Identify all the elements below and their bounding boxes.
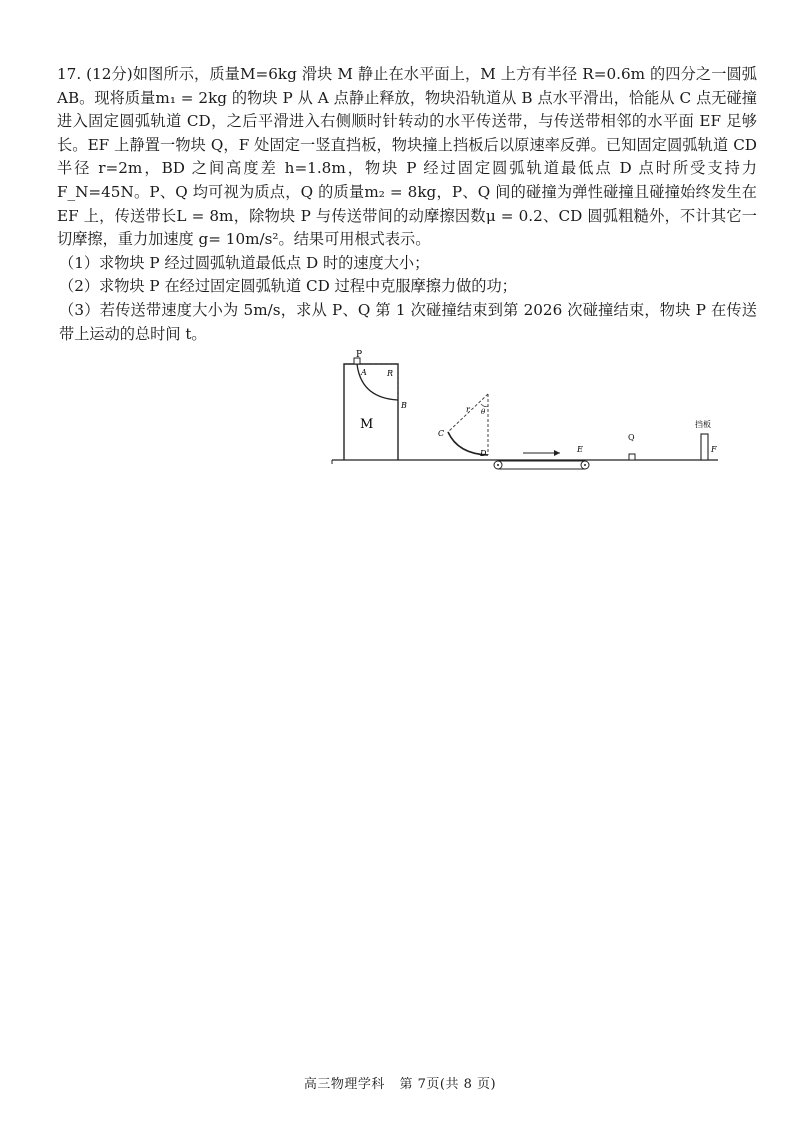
label-d: D [480, 449, 487, 458]
label-r-big: R [387, 369, 394, 378]
belt-wheel-right-axle [584, 464, 586, 466]
problem-stem: 17. (12分)如图所示，质量M=6kg 滑块 M 静止在水平面上，M 上方有半径 R=0.6m 的四分之一圆弧AB。现将质量m₁ = 2kg 的物块 P 从 A 点静止释放，物块沿轨道从 B 点水平滑出，恰能从 C 点无碰撞进入固定圆弧轨道 CD，之后平滑进入右侧顺时针转动的水平传送带，与传送带相邻的水平面 EF 足够长。EF 上静置一物块 Q，F 处固定一竖直挡板，物块撞上挡板后以原速率反弹。已知固定圆弧轨道 CD 半径 r=2m，BD 之间高度差 h=1.8m，物块 P 经过固定圆弧轨道最低点 D 点时所受支持力 F_N=45N。P、Q 均可视为质点，Q 的质量m₂ = 8kg，P、Q 间的碰撞为弹性碰撞且碰撞始终发生在 EF 上，传送带长L = 8m，除物块 P 与传送带间的动摩擦因数μ = 0.2、CD 圆弧粗糙外，不计其它一切摩擦，重力加速度 g= 10m/s²。结果可用根式表示。 [57, 65, 757, 249]
label-q: Q [628, 433, 635, 442]
question-1: （1）求物块 P 经过圆弧轨道最低点 D 时的速度大小； [59, 253, 430, 272]
label-r-small: r [466, 405, 470, 414]
label-f: F [711, 445, 717, 454]
belt-wheel-left-axle [497, 464, 499, 466]
question-2: （2）求物块 P 在经过固定圆弧轨道 CD 过程中克服摩擦力做的功； [59, 277, 517, 296]
footer-subject: 高三物理学科 [303, 1077, 385, 1092]
label-c: C [438, 429, 445, 438]
question-3: （3）若传送带速度大小为 5m/s，求从 P、Q 第 1 次碰撞结束到第 2026 次碰撞结束，物块 P 在传送带上运动的总时间 t。 [59, 300, 757, 343]
block-q [629, 454, 635, 460]
physics-diagram [328, 348, 728, 473]
page-footer [0, 1073, 800, 1092]
label-e: E [577, 445, 583, 454]
barrier [701, 434, 708, 460]
label-a: A [361, 368, 367, 377]
label-m: M [360, 417, 374, 432]
label-theta: θ [481, 408, 486, 416]
label-barrier: 挡板 [695, 420, 711, 429]
label-p: P [356, 350, 363, 360]
belt-arrow-head [554, 450, 560, 456]
label-b: B [401, 401, 407, 410]
angle-theta-arc [481, 404, 488, 407]
slider-m-body [344, 364, 398, 460]
footer-page-number: 第 7页(共 8 页) [399, 1077, 497, 1092]
problem-17 [57, 63, 757, 346]
diagram-svg [328, 348, 728, 473]
